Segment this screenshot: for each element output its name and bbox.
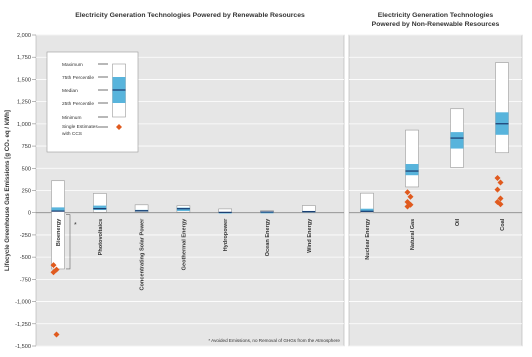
y-tick-label: 1,250 [17,99,31,106]
y-tick-label: -1,000 [15,299,31,306]
avoided-emissions-marker: * [74,221,77,229]
y-tick-label: -1,500 [15,344,31,350]
iqr-box-oil [451,132,464,148]
legend-label-2: 75th Percentile [62,76,94,81]
y-tick-label: 500 [21,166,31,173]
panel-title-2-line-2: Powered by Non-Renewable Resources [371,21,500,28]
iqr-box-photovoltaics [93,206,106,210]
iqr-box-natural-gas [406,164,419,175]
category-label-nuclear-energy: Nuclear Energy [365,218,371,260]
legend-label-5: Minimum [62,116,82,121]
y-tick-label: 2,000 [17,33,31,39]
category-label-concentrating-solar-power: Concentrating Solar Power [139,218,146,291]
legend-label-3: Median [62,89,78,94]
range-natural-gas [406,130,419,187]
legend-label-ccs-line-2: with CCS [62,132,82,137]
panel-title-2-line-1: Electricity Generation Technologies [377,12,494,19]
legend-label-ccs-line-1: Single Estimates [62,125,98,130]
footnote: * Avoided Emissions, no Removal of GHGs from the Atmosphere [208,338,340,343]
y-tick-label: -500 [19,255,31,262]
category-label-hydropower: Hydropower [223,218,230,252]
category-label-coal: Coal [500,218,506,231]
y-tick-label: 1,500 [17,77,31,84]
category-label-ocean-energy: Ocean Energy [265,218,271,257]
y-axis-label: Lifecycle Greenhouse Gas Emissions [g CO₂ eq / kWh] [4,110,11,271]
category-label-geothermal-energy: Geothermal Energy [181,218,188,271]
category-label-wind-energy: Wind Energy [306,218,313,253]
range-coal [496,63,509,153]
category-label-oil: Oil [455,218,461,227]
category-label-bioenergy: Bioenergy [56,218,62,247]
legend-label-1: Maximum [62,63,83,68]
legend-label-4: 25th Percentile [62,102,94,107]
y-tick-label: 750 [21,144,31,151]
y-tick-label: 1,750 [17,55,31,62]
panel-title-1-line-1: Electricity Generation Technologies Powered by Renewable Resources [75,12,305,19]
iqr-box-bioenergy [52,207,65,211]
y-tick-label: 1,000 [17,121,31,128]
y-tick-label: -250 [19,232,31,239]
y-tick-label: 0 [27,210,31,217]
category-label-photovoltaics: Photovoltaics [97,218,104,256]
category-label-natural-gas: Natural Gas [410,218,416,251]
y-tick-label: -750 [19,277,31,284]
y-tick-label: -1,250 [15,321,31,328]
y-tick-label: 250 [21,188,31,195]
